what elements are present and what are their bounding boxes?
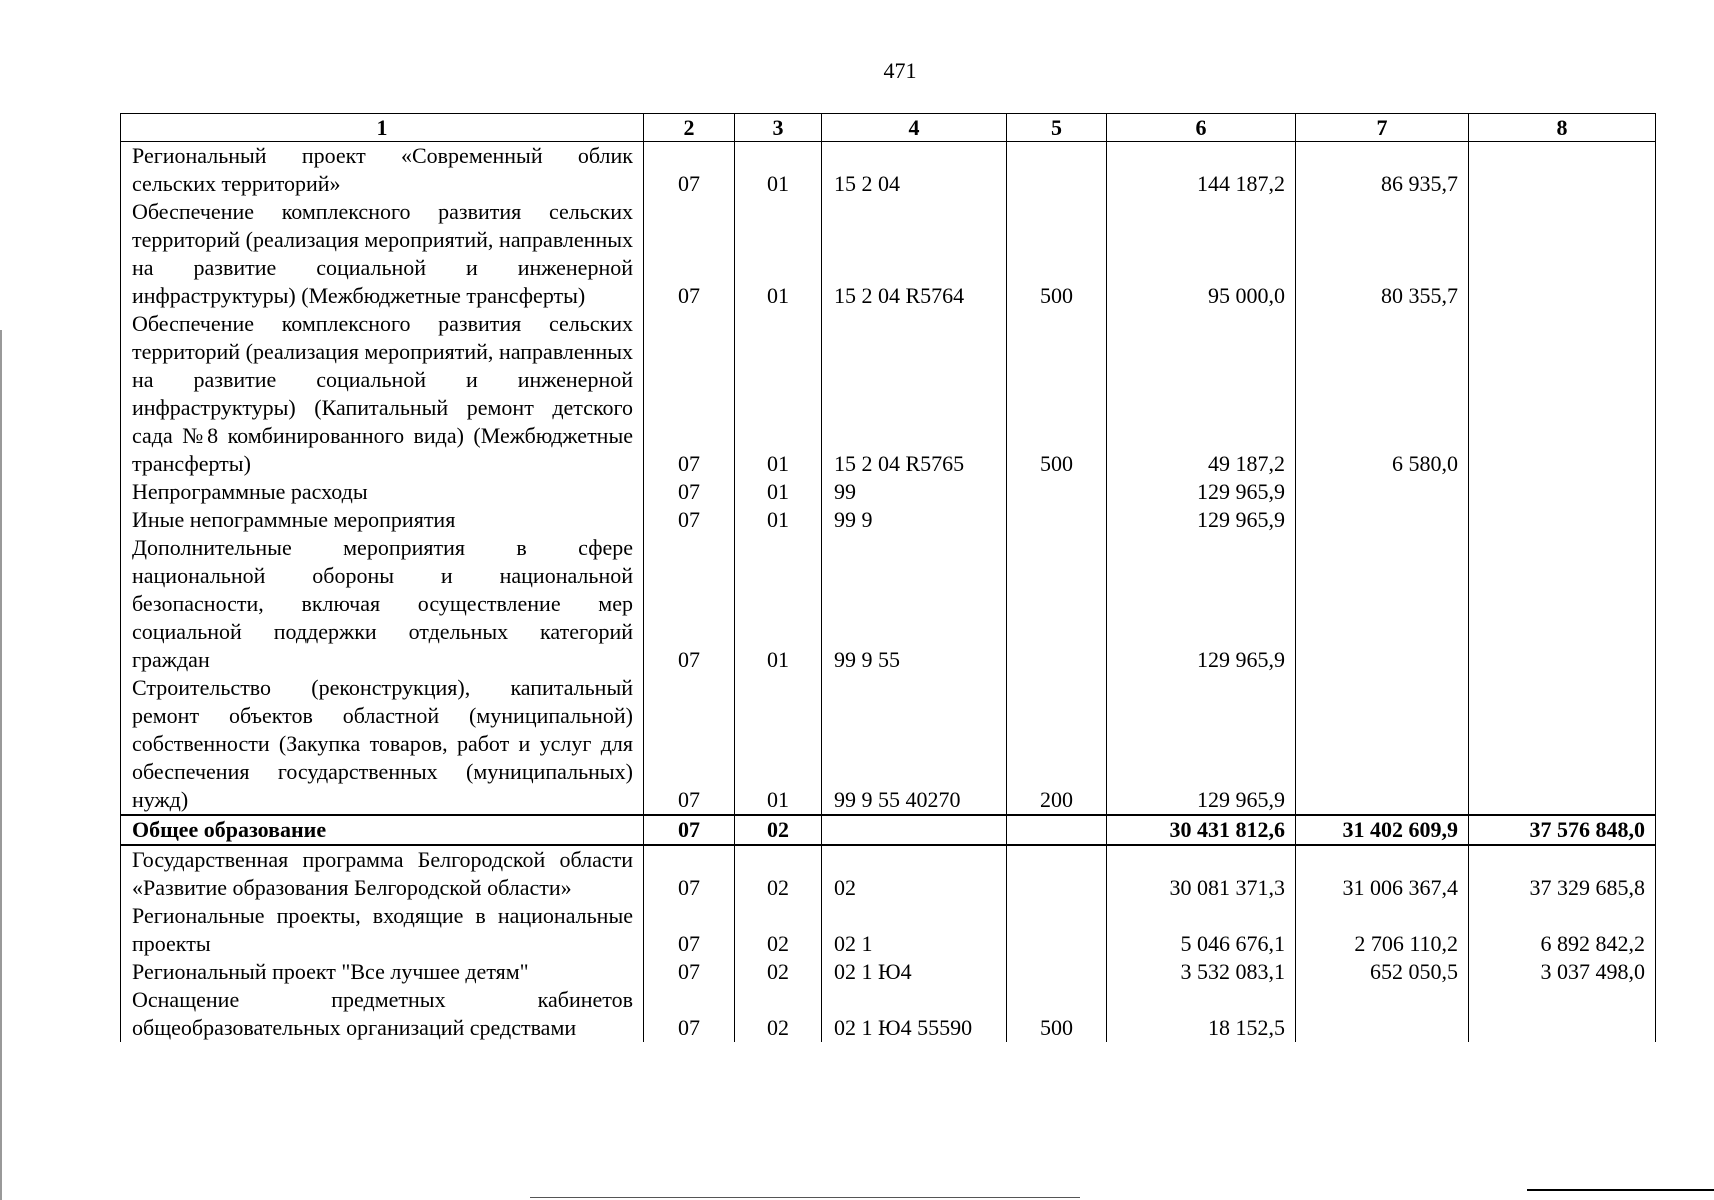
table-row [121,902,1656,958]
row-name: Государственная программа Белгородской области «Развитие образования Белгородской области» [121,845,644,902]
row-target-article: 02 1 [822,902,1007,958]
row-section: 07 [644,815,735,845]
table-row [121,845,1656,902]
row-subsection: 01 [735,674,822,815]
row-amount-8: 37 576 848,0 [1469,815,1656,845]
table-row [121,534,1656,674]
row-section: 07 [644,142,735,199]
row-expense-type [1007,506,1107,534]
row-section: 07 [644,310,735,478]
table-row [121,506,1656,534]
row-subsection: 02 [735,815,822,845]
row-amount-6: 129 965,9 [1107,506,1296,534]
row-amount-6: 30 081 371,3 [1107,845,1296,902]
row-section: 07 [644,198,735,310]
row-amount-7: 31 006 367,4 [1296,845,1469,902]
row-expense-type [1007,815,1107,845]
row-amount-6: 129 965,9 [1107,478,1296,506]
row-amount-8 [1469,310,1656,478]
row-subsection: 01 [735,478,822,506]
row-section: 07 [644,958,735,986]
row-target-article [822,815,1007,845]
page-number: 471 [883,58,917,83]
row-subsection: 02 [735,902,822,958]
row-name: Оснащение предметных кабинетов общеобразовательных организаций средствами [121,986,644,1042]
scan-left-edge-line [0,330,2,1200]
table-row [121,142,1656,199]
row-section: 07 [644,478,735,506]
row-amount-7 [1296,506,1469,534]
row-amount-8: 37 329 685,8 [1469,845,1656,902]
row-name: Строительство (реконструкция), капитальный ремонт объектов областной (муниципальной) собственности (Закупка товаров, работ и услуг для обеспечения государственных (муниципальных) нужд) [121,674,644,815]
col-header-2: 2 [644,114,735,142]
row-subsection: 02 [735,845,822,902]
row-amount-6: 95 000,0 [1107,198,1296,310]
row-subsection: 01 [735,506,822,534]
row-name: Общее образование [121,815,644,845]
row-section: 07 [644,902,735,958]
row-amount-7: 6 580,0 [1296,310,1469,478]
row-amount-7: 652 050,5 [1296,958,1469,986]
row-target-article: 15 2 04 R5765 [822,310,1007,478]
scan-bottom-line [530,1197,1080,1198]
row-expense-type [1007,958,1107,986]
row-subsection: 02 [735,986,822,1042]
row-amount-6: 144 187,2 [1107,142,1296,199]
row-section: 07 [644,674,735,815]
row-target-article: 99 9 [822,506,1007,534]
row-expense-type [1007,902,1107,958]
row-amount-8 [1469,674,1656,815]
row-expense-type [1007,534,1107,674]
row-subsection: 01 [735,142,822,199]
row-name: Дополнительные мероприятия в сфере национальной обороны и национальной безопасности, включая осуществление мер социальной поддержки отдельных категорий граждан [121,534,644,674]
row-section: 07 [644,534,735,674]
row-amount-7 [1296,986,1469,1042]
row-target-article: 99 [822,478,1007,506]
table-row [121,674,1656,815]
row-target-article: 15 2 04 [822,142,1007,199]
row-amount-6: 3 532 083,1 [1107,958,1296,986]
row-amount-8 [1469,534,1656,674]
row-amount-8 [1469,506,1656,534]
row-expense-type: 500 [1007,198,1107,310]
table-header-row [121,114,1656,142]
row-name: Обеспечение комплексного развития сельских территорий (реализация мероприятий, направленных на развитие социальной и инженерной инфраструктуры) (Капитальный ремонт детского сада №8 комбинированного вида) (Межбюджетные трансферты) [121,310,644,478]
row-expense-type [1007,478,1107,506]
row-amount-7 [1296,534,1469,674]
col-header-3: 3 [735,114,822,142]
scan-bottom-right-line [1527,1189,1714,1191]
row-expense-type: 500 [1007,310,1107,478]
row-amount-7: 80 355,7 [1296,198,1469,310]
row-name: Обеспечение комплексного развития сельских территорий (реализация мероприятий, направленных на развитие социальной и инженерной инфраструктуры) (Межбюджетные трансферты) [121,198,644,310]
row-name: Региональные проекты, входящие в национальные проекты [121,902,644,958]
row-subsection: 01 [735,534,822,674]
row-amount-7 [1296,478,1469,506]
row-name: Непрограммные расходы [121,478,644,506]
row-target-article: 02 1 Ю4 55590 [822,986,1007,1042]
row-expense-type: 200 [1007,674,1107,815]
table-row-section-total [121,815,1656,845]
table-row [121,958,1656,986]
row-expense-type [1007,142,1107,199]
row-target-article: 15 2 04 R5764 [822,198,1007,310]
row-expense-type [1007,845,1107,902]
col-header-7: 7 [1296,114,1469,142]
row-amount-7: 86 935,7 [1296,142,1469,199]
row-amount-8 [1469,986,1656,1042]
row-section: 07 [644,506,735,534]
table-row [121,478,1656,506]
row-amount-8 [1469,142,1656,199]
table-row [121,986,1656,1042]
col-header-6: 6 [1107,114,1296,142]
row-amount-6: 18 152,5 [1107,986,1296,1042]
col-header-5: 5 [1007,114,1107,142]
row-amount-6: 49 187,2 [1107,310,1296,478]
row-section: 07 [644,986,735,1042]
row-target-article: 02 [822,845,1007,902]
row-amount-6: 129 965,9 [1107,674,1296,815]
table-row [121,310,1656,478]
row-amount-8 [1469,198,1656,310]
row-amount-7: 2 706 110,2 [1296,902,1469,958]
row-target-article: 02 1 Ю4 [822,958,1007,986]
row-name: Региональный проект "Все лучшее детям" [121,958,644,986]
col-header-8: 8 [1469,114,1656,142]
row-name: Иные непограммные мероприятия [121,506,644,534]
row-amount-7: 31 402 609,9 [1296,815,1469,845]
row-target-article: 99 9 55 40270 [822,674,1007,815]
row-target-article: 99 9 55 [822,534,1007,674]
row-name: Региональный проект «Современный облик сельских территорий» [121,142,644,199]
row-amount-6: 5 046 676,1 [1107,902,1296,958]
row-amount-6: 129 965,9 [1107,534,1296,674]
row-subsection: 01 [735,198,822,310]
row-amount-8: 3 037 498,0 [1469,958,1656,986]
row-subsection: 01 [735,310,822,478]
col-header-4: 4 [822,114,1007,142]
row-amount-8: 6 892 842,2 [1469,902,1656,958]
row-section: 07 [644,845,735,902]
row-subsection: 02 [735,958,822,986]
row-amount-8 [1469,478,1656,506]
budget-table [120,113,1656,1042]
col-header-1: 1 [121,114,644,142]
row-amount-7 [1296,674,1469,815]
row-amount-6: 30 431 812,6 [1107,815,1296,845]
row-expense-type: 500 [1007,986,1107,1042]
table-row [121,198,1656,310]
